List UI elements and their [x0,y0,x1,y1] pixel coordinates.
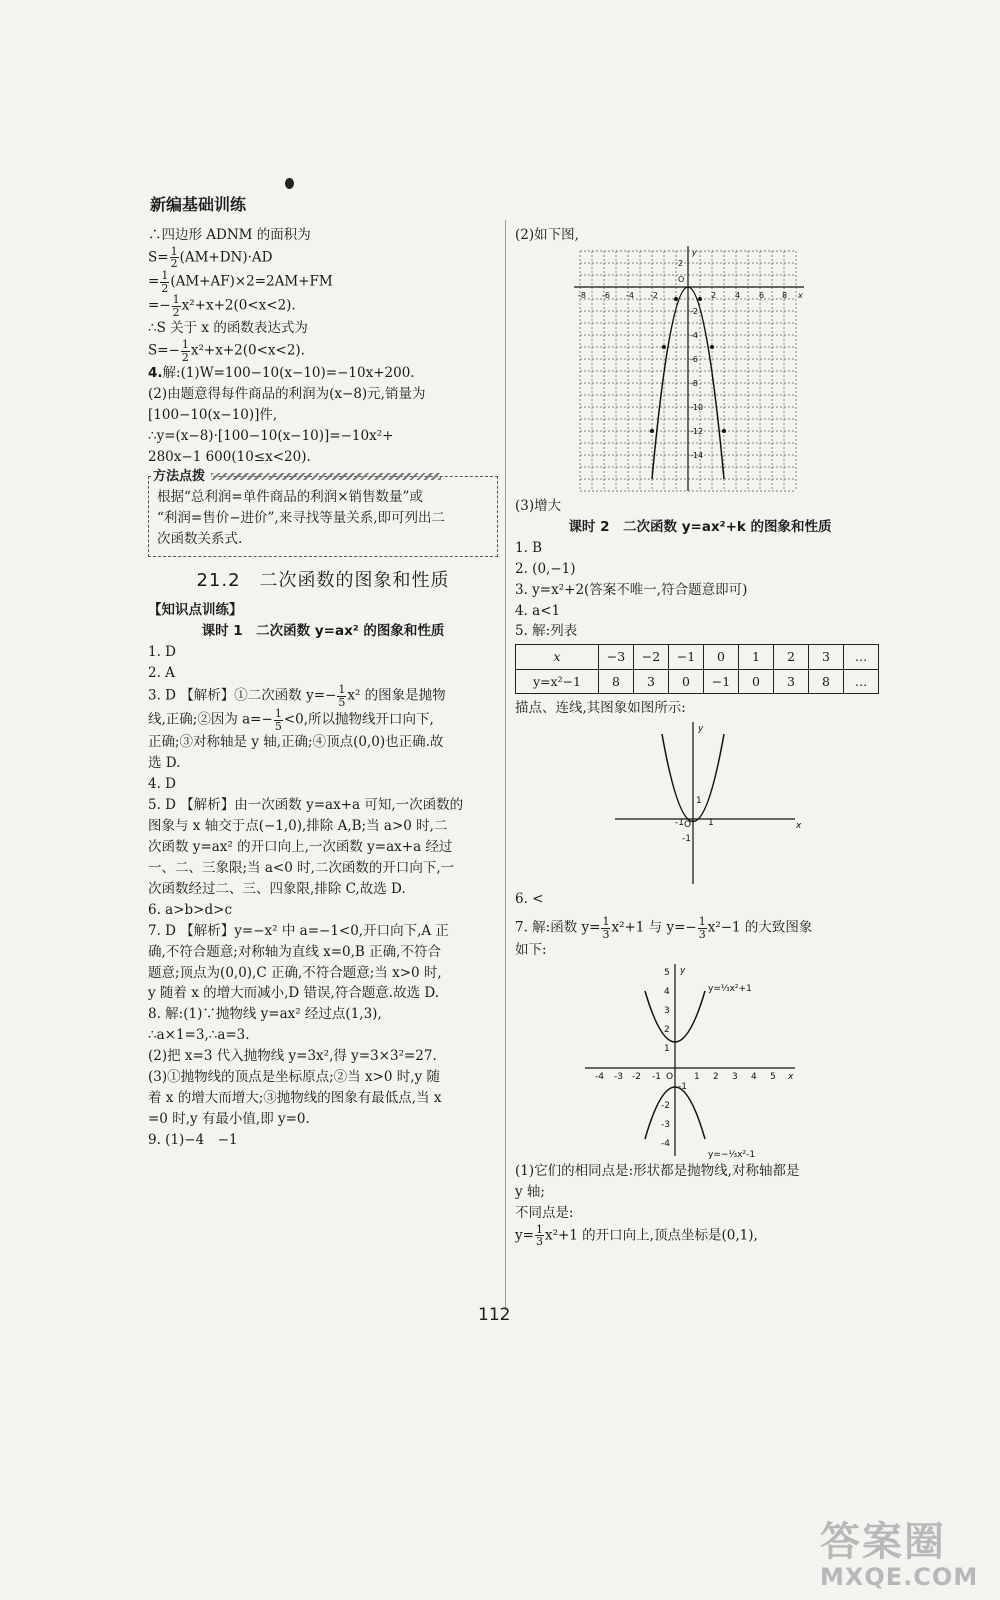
text-line: 不同点是: [515,1204,574,1221]
x-tick: -4 [595,1071,604,1082]
x-tick: 6 [759,290,765,300]
tip-text: 根据“总利润=单件商品的利润×销售数量”或 [157,488,423,505]
answer-line: 次函数经过二、三、四象限,排除 C,故选 D. [148,880,406,897]
y-tick: -4 [690,330,698,340]
formula-line: =− $\frac{1}{2}$ x²+x+2(0<x<2). [148,293,296,319]
value-table [515,644,879,694]
answer-line: 4. a<1 [515,602,561,619]
table-cell: y=x²−1 [516,669,599,693]
x-tick: -2 [632,1071,641,1082]
grid-parabola-graph [570,246,810,496]
x-tick: 2 [711,290,717,300]
y-axis-label: y [692,247,697,257]
answer-line: 1. B [515,539,543,556]
table-row [516,645,879,669]
answer-line: 确,不符合题意;对称轴为直线 x=0,B 正确,不符合 [148,943,441,960]
header-title: 新编基础训练 [150,195,247,214]
y-tick: -8 [690,378,698,388]
x-axis-label: x [798,290,803,300]
x-tick: -1 [675,818,684,829]
tip-title: 方法点拨 [153,467,211,487]
x-tick: -1 [652,1071,661,1082]
table-cell: 8 [599,669,634,693]
text-line: ∴四边形 ADNM 的面积为 [148,227,311,243]
y-tick: -1 [678,1081,687,1092]
text-line: (3)增大 [515,497,562,514]
x-tick: 1 [708,818,714,829]
page-number: 112 [478,1305,511,1325]
y-tick: -3 [661,1119,670,1130]
y-tick: -1 [682,834,691,845]
tip-text: 次函数关系式. [157,530,243,547]
text-line: (2)由题意得每件商品的利润为(x−8)元,销量为 [148,386,426,403]
knowledge-heading: 【知识点训练】 [148,602,243,619]
table-row [516,669,879,693]
x-axis-label: x [796,821,802,832]
table-cell: 0 [704,645,739,669]
answer-line: 8. 解:(1)∵抛物线 y=ax² 经过点(1,3), [148,1006,382,1023]
x-tick: 8 [782,290,788,300]
column-divider [505,220,506,1310]
x-tick: -2 [650,290,658,300]
answer-line: 3. y=x²+2(答案不唯一,符合题意即可) [515,581,748,598]
table-cell: 3 [634,669,669,693]
y-tick: -12 [690,426,704,436]
table-cell: 0 [739,669,774,693]
answer-line: 4. D [148,776,176,793]
parabola-graph-y-x2-minus-1 [610,719,810,889]
text-line: 280x−1 600(10≤x<20). [148,448,311,465]
y-tick: -4 [661,1138,670,1149]
text-line: 如下: [515,942,547,959]
text-line: ∴S 关于 x 的函数表达式为 [148,320,308,337]
two-parabolas-graph [580,961,810,1161]
answer-line: 2. (0,−1) [515,560,576,577]
upper-parabola-label: y=⅓x²+1 [708,983,752,994]
table-cell: −3 [599,645,634,669]
table-cell: x [516,645,599,669]
answer-line: 一、二、三象限;当 a<0 时,二次函数的开口向下,一 [148,859,455,876]
x-tick: 4 [751,1071,757,1082]
y-tick: -14 [690,450,704,460]
y-tick: 2 [664,1024,670,1035]
answer-line: 正确;③对称轴是 y 轴,正确;④顶点(0,0)也正确.故 [148,734,444,751]
lower-parabola-label: y=−⅓x²-1 [708,1149,756,1160]
table-cell: −1 [669,645,704,669]
answer-line: 着 x 的增大而增大;③抛物线的图象有最低点,当 x [148,1090,442,1107]
y-tick: 4 [664,986,670,997]
table-cell: 0 [669,669,704,693]
lesson-heading: 课时 2 二次函数 y=ax²+k 的图象和性质 [568,518,832,535]
origin-label: O [666,1071,674,1082]
formula-line: y= $\frac{1}{3}$ x²+1 的开口向上,顶点坐标是(0,1), [515,1222,758,1249]
table-cell: 3 [774,669,809,693]
answer-line: (3)①抛物线的顶点是坐标原点;②当 x>0 时,y 随 [148,1069,440,1086]
table-cell: −2 [634,645,669,669]
text-line: (1)它们的相同点是:形状都是抛物线,对称轴都是 [515,1162,800,1179]
y-tick: -10 [690,402,704,412]
x-tick: 1 [694,1071,700,1082]
y-tick: -2 [690,306,698,316]
answer-line: 次函数 y=ax² 的开口向上,一次函数 y=ax+a 经过 [148,838,453,855]
formula-line: S=− $\frac{1}{2}$ x²+x+2(0<x<2). [148,338,305,364]
y-tick: -6 [690,354,698,364]
answer-line: 2. A [148,665,175,682]
table-cell: … [844,645,879,669]
text-line: y 轴; [515,1183,545,1200]
y-tick: 1 [696,796,702,807]
table-cell: 2 [774,645,809,669]
answer-line: y 随着 x 的增大而减小,D 错误,符合题意.故选 D. [148,985,440,1002]
answer-line: =0 时,y 有最小值,即 y=0. [148,1110,310,1127]
y-axis-label: y [698,724,704,735]
table-cell: 3 [809,645,844,669]
table-cell: … [844,669,879,693]
answer-line: 6. a>b>d>c [148,901,232,918]
method-tip-box [148,468,498,557]
x-tick: 4 [735,290,741,300]
tip-stripe-decoration [211,473,441,480]
y-tick: 5 [664,967,670,978]
x-axis-label: x [788,1071,794,1082]
x-tick: -6 [602,290,610,300]
formula-line: S= $\frac{1}{2}$ (AM+DN)·AD [148,244,273,271]
y-tick: 1 [664,1043,670,1054]
section-title: 21.2 二次函数的图象和性质 [196,569,450,591]
origin-label: O [678,274,685,284]
x-tick: -3 [614,1071,623,1082]
x-tick: 2 [713,1071,719,1082]
text-line: 描点、连线,其图象如图所示: [515,700,686,717]
decorative-dot [285,178,294,189]
answer-line: 图象与 x 轴交于点(−1,0),排除 A,B;当 a>0 时,二 [148,818,448,835]
watermark [820,1510,978,1591]
formula-line: = $\frac{1}{2}$ (AM+AF)×2=2AM+FM [148,269,333,295]
answer-line: 7. D 【解析】y=−x² 中 a=−1<0,开口向下,A 正 [148,922,449,939]
answer-line: 5. D 【解析】由一次函数 y=ax+a 可知,一次函数的 [148,797,464,814]
y-tick: 3 [664,1005,670,1016]
answer-line: 1. D [148,644,176,661]
answer-line: 7. 解:函数 y= $\frac{1}{3}$ x²+1 与 y=− $\frac{1}{3}$ x²−1 的大致图象 [515,914,813,941]
left-column [148,225,498,1151]
watermark-line2: MXQE.COM [820,1563,979,1591]
answer-line: 3. D 【解析】①二次函数 y=− $\frac{1}{5}$ x² 的图象是抛物 [148,683,446,709]
x-tick: -8 [578,290,586,300]
graph-axes [574,246,804,491]
x-tick: -4 [626,290,634,300]
right-column [515,225,885,1248]
watermark-line1: 答案圈 [820,1519,946,1565]
x-tick: 5 [770,1071,776,1082]
answer-line: ∴a×1=3,∴a=3. [148,1027,250,1044]
answer-line: 题意;顶点为(0,0),C 正确,不符合题意;当 x>0 时, [148,964,442,981]
y-axis-label: y [680,965,686,976]
answer-line: 6. < [515,891,544,908]
text-line: (2)如下图, [515,227,579,243]
text-line: [100−10(x−10)]件, [148,407,278,424]
lesson-heading: 课时 1 二次函数 y=ax² 的图象和性质 [201,623,445,640]
answer-line: 9. (1)−4 −1 [148,1131,238,1148]
x-tick: 3 [732,1071,738,1082]
tip-text: “利润=售价−进价”,来寻找等量关系,即可列出二 [157,509,446,526]
answer-line: (2)把 x=3 代入抛物线 y=3x²,得 y=3×3²=27. [148,1048,437,1065]
answer-line: 选 D. [148,755,181,772]
text-line: ∴y=(x−8)·[100−10(x−10)]=−10x²+ [148,427,394,444]
table-cell: 1 [739,645,774,669]
y-tick: -2 [661,1100,670,1111]
answer-line: 5. 解:列表 [515,623,578,640]
table-cell: 8 [809,669,844,693]
origin-label: O [684,820,692,831]
table-cell: −1 [704,669,739,693]
answer-4: 4.解:(1)W=100−10(x−10)=−10x+200. [148,365,415,382]
y-tick: 2 [678,258,684,268]
answer-line: 线,正确;②因为 a=− $\frac{1}{5}$ <0,所以抛物线开口向下, [148,707,434,733]
